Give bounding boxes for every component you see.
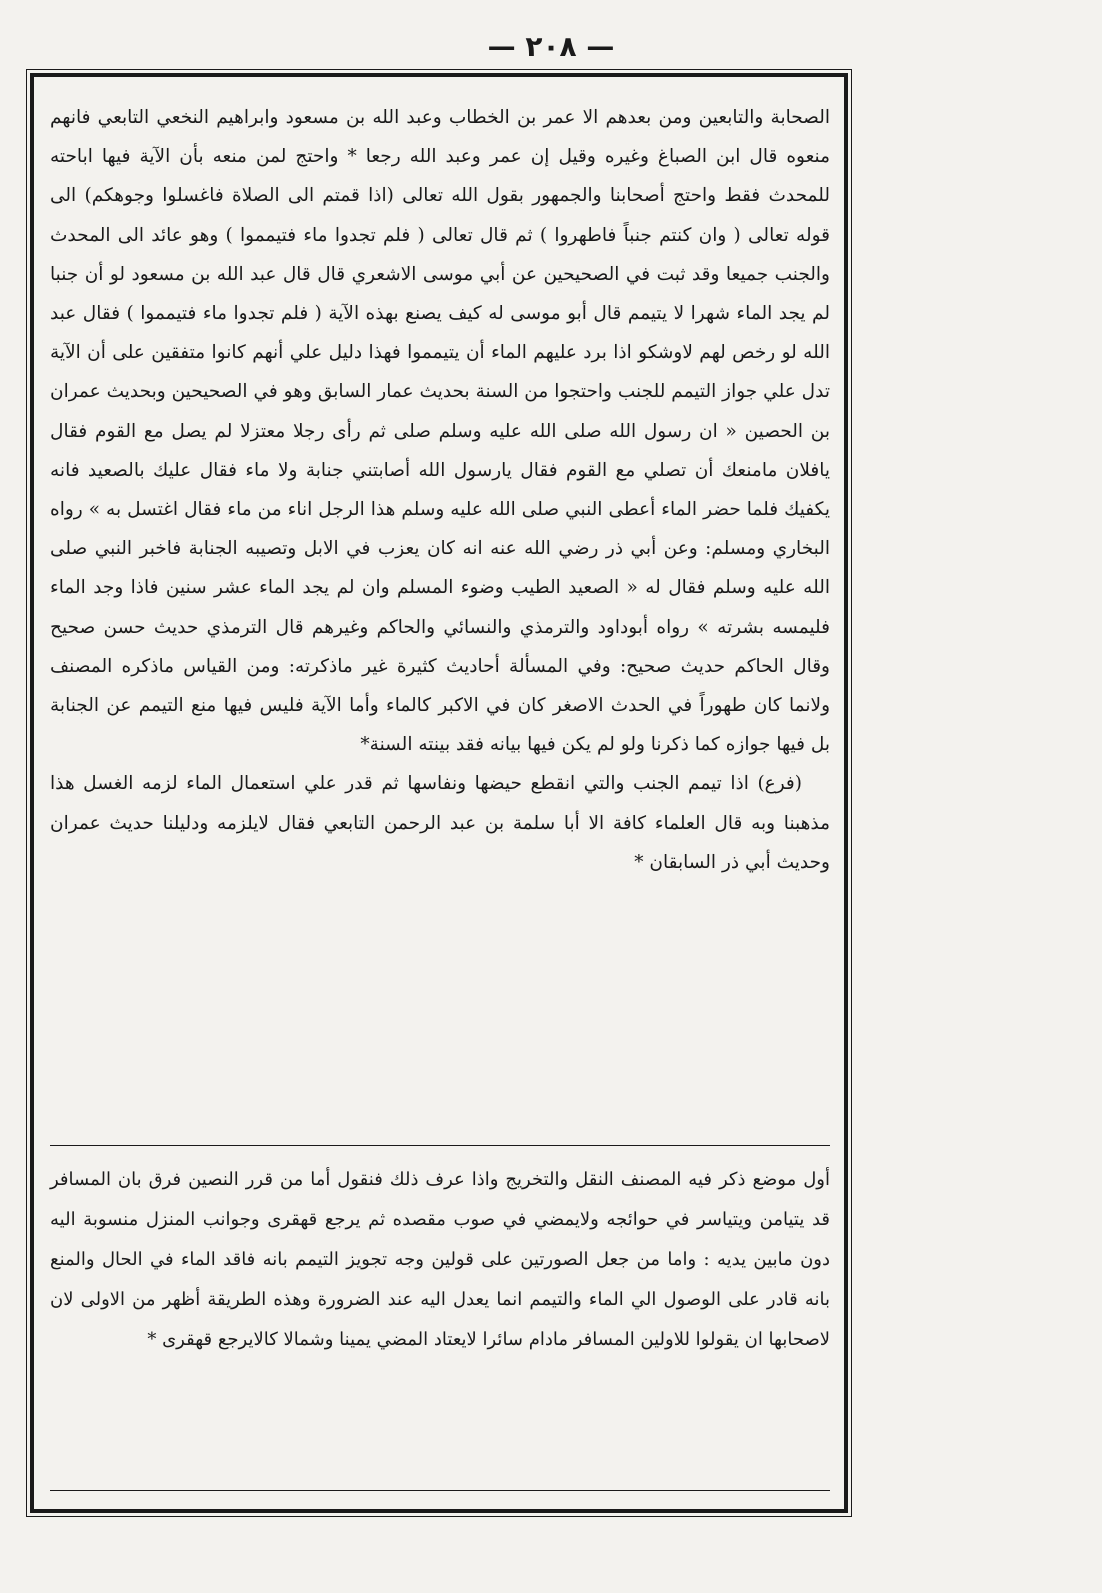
footnote-paragraph: أول موضع ذكر فيه المصنف النقل والتخريج واذا عرف ذلك فنقول أما من قرر النصين فرق بان المسافر قد يتيامن ويتياسر في حوائجه ولايمضي في صوب مقصده ثم يرجع قهقرى وجوانب المنزل منسوبة اليه دون مابين يديه : واما من جعل الصورتين على قولين وجه تجويز التيمم بانه فاقد الماء في الحال والمنع بانه قادر على الوصول الي الماء والتيمم انما يعدل اليه عند الضرورة وهذه الطريقة أظهر من الاولى لان لاصحابها ان يقولوا للاولين المسافر مادام سائرا لايعتاد المضي يمينا وشمالا كالايرجع قهقرى * (50, 1169, 830, 1350)
page-number: — ٢٠٨ — (487, 30, 615, 63)
footnote-divider (50, 1145, 830, 1146)
main-text-body (50, 98, 830, 882)
main-paragraph: الصحابة والتابعين ومن بعدهم الا عمر بن الخطاب وعبد الله بن مسعود وابراهيم النخعي التابعي فانهم منعوه قال ابن الصباغ وغيره وقيل إن عمر وعبد الله رجعا * واحتج لمن منعه بأن الآية فيها اباحته للمحدث فقط واحتج أصحابنا والجمهور بقول الله تعالى (اذا قمتم الى الصلاة فاغسلوا وجوهكم) الى قوله تعالى ( وان كنتم جنباً فاطهروا ) ثم قال تعالى ( فلم تجدوا ماء فتيمموا ) وهو عائد الى المحدث والجنب جميعا وقد ثبت في الصحيحين عن أبي موسى الاشعري قال قال عبد الله بن مسعود لو أن جنبا لم يجد الماء شهرا لا يتيمم قال أبو موسى له كيف يصنع بهذه الآية ( فلم تجدوا ماء فتيمموا ) فقال عبد الله لو رخص لهم لاوشكو اذا برد عليهم الماء أن يتيمموا فهذا دليل علي أنهم كانوا متفقين على أن الآية تدل علي جواز التيمم للجنب واحتجوا من السنة بحديث عمار السابق وهو في الصحيحين وبحديث عمران بن الحصين « ان رسول الله صلى الله عليه وسلم صلى ثم رأى رجلا معتزلا لم يصل مع القوم فقال يافلان مامنعك أن تصلي مع القوم فقال يارسول الله أصابتني جنابة ولا ماء فقال عليك بالصعيد فانه يكفيك فلما حضر الماء أعطى النبي صلى الله عليه وسلم هذا الرجل اناء من ماء فقال اغتسل به » رواه البخاري ومسلم: وعن أبي ذر رضي الله عنه انه كان يعزب في الابل وتصيبه الجنابة فاخبر النبي صلى الله عليه وسلم فقال له « الصعيد الطيب وضوء المسلم وان لم يجد الماء عشر سنين فاذا وجد الماء فليمسه بشرته » رواه أبوداود والترمذي والنسائي والحاكم وغيرهم قال الترمذي حديث حسن صحيح وقال الحاكم حديث صحيح: وفي المسألة أحاديث كثيرة غير ماذكرته: ومن القياس ماذكره المصنف ولانما كان طهوراً في الحدث الاصغر كان في الاكبر كالماء وأما الآية فليس فيها منع التيمم عن الجنابة بل فيها جوازه كما ذكرنا ولو لم يكن فيها بيانه فقد بينته السنة* (50, 107, 830, 756)
bottom-rule (50, 1490, 830, 1491)
main-paragraph-far: (فرع) اذا تيمم الجنب والتي انقطع حيضها ونفاسها ثم قدر علي استعمال الماء لزمه الغسل هذا مذهبنا وبه قال العلماء كافة الا أبا سلمة بن عبد الرحمن التابعي فقال لايلزمه ودليلنا حديث عمران وحديث أبي ذر السابقان * (50, 773, 830, 873)
footnote-text-body (50, 1160, 830, 1360)
